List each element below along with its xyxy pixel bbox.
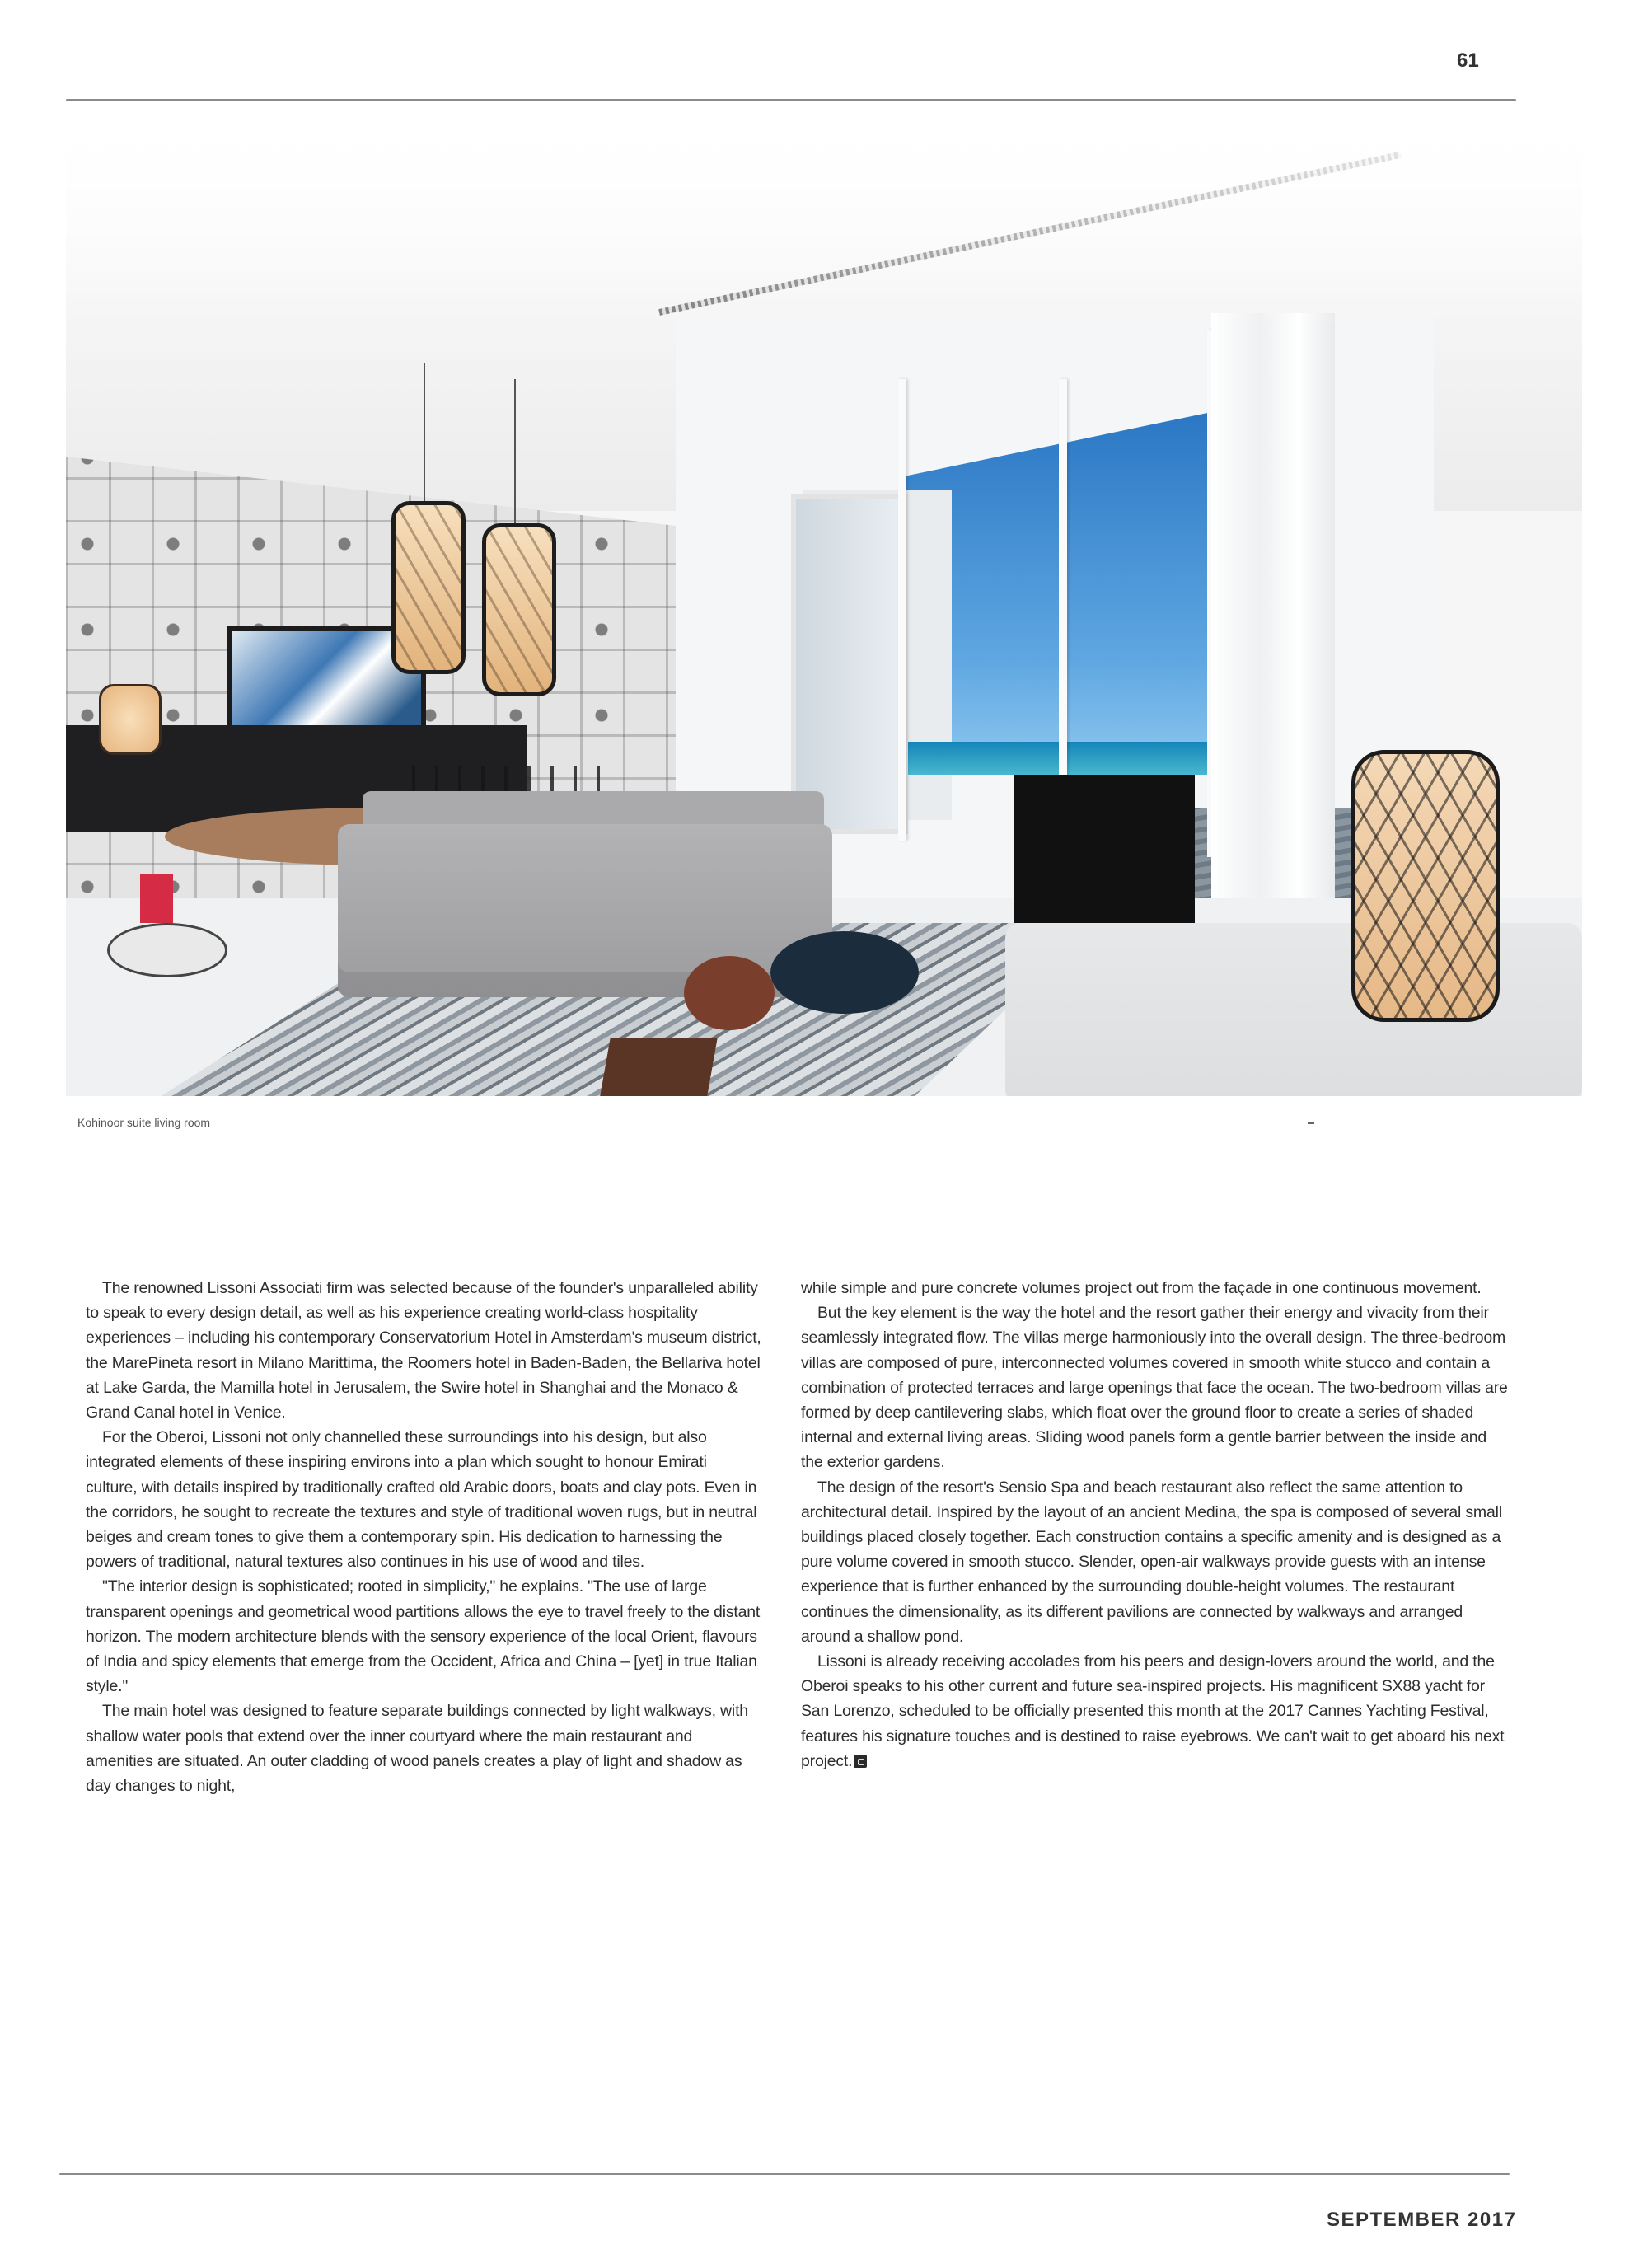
paragraph: But the key element is the way the hotel and the resort gather their energy and vivacity from their seamlessly integrated flow. The villas merge harmoniously into the overall design. The three-bedroom villas are composed of pure, interconnected volumes covered in smooth white stucco and contain a combination of protected terraces and large openings that face the ocean. The two-bedroom villas are formed by deep cantilevering slabs, which float over the ground floor to create a series of shaded internal and external living areas. Sliding wood panels form a gentle barrier between the inside and the exterior gardens. xyxy=(801,1304,1508,1472)
paragraph-text: Lissoni is already receiving accolades from his peers and design-lovers around the world, and the Oberoi speaks to his other current and future sea-inspired projects. His magnificent SX88 yacht for San Lorenzo, scheduled to be officially presented this month at the 2017 Cannes Yachting Festival, features his signature touches and is destined to raise eyebrows. We can't wait to get aboard his next project. xyxy=(801,1652,1505,1770)
paragraph: while simple and pure concrete volumes project out from the façade in one continuous movement. xyxy=(801,1279,1482,1297)
footer-year: 2017 xyxy=(1468,2209,1517,2231)
header-rule xyxy=(66,99,1516,101)
article-column-right xyxy=(801,1276,1510,1774)
paragraph: The main hotel was designed to feature separate buildings connected by light walkways, with shallow water pools that extend over the inner courtyard where the main restaurant and amenities are situated. An outer cladding of wood panels creates a play of light and shadow as day changes to night, xyxy=(86,1702,748,1796)
caption-dash xyxy=(1308,1122,1314,1124)
footer-rule xyxy=(59,2173,1510,2175)
paragraph: For the Oberoi, Lissoni not only channelled these surroundings into his design, but also integrated elements of these inspiring environs into a plan which sought to honour Emirati culture, with details inspired by traditionally crafted old Arabic doors, boats and clay pots. Even in the corridors, he sought to recreate the textures and style of traditional woven rugs, but in neutral beiges and cream tones to give them a contemporary spin. His dedication to harnessing the powers of traditional, natural textures also continues in his use of wood and tiles. xyxy=(86,1428,757,1572)
article-column-left xyxy=(86,1276,761,1798)
footer-month: SEPTEMBER xyxy=(1327,2209,1461,2231)
paragraph: The design of the resort's Sensio Spa and beach restaurant also reflect the same attention to architectural detail. Inspired by the layout of an ancient Medina, the spa is composed of several small buildings placed closely together. Each construction contains a specific amenity and is designed as a pure volume covered in smooth stucco. Slender, open-air walkways provide guests with an intense experience that is further enhanced by the surrounding double-height volumes. The restaurant continues the dimensionality, as its different pavilions are connected by walkways and arranged around a shallow pond. xyxy=(801,1478,1502,1646)
room-photo xyxy=(66,115,1582,1096)
paragraph-last xyxy=(801,1649,1510,1774)
end-of-article-icon xyxy=(854,1755,867,1768)
paragraph: The renowned Lissoni Associati firm was selected because of the founder's unparalleled ability to speak to every design detail, as well as his experience creating world-class hospitality experiences – including his contemporary Conservatorium Hotel in Amsterdam's museum district, the MarePineta resort in Milano Marittima, the Roomers hotel in Baden-Baden, the Bellariva hotel at Lake Garda, the Mamilla hotel in Jerusalem, the Swire hotel in Shanghai and the Monaco & Grand Canal hotel in Venice. xyxy=(86,1279,761,1422)
photo-caption: Kohinoor suite living room xyxy=(77,1116,211,1129)
footer-issue-date xyxy=(1327,2209,1516,2232)
page-number: 61 xyxy=(1457,49,1479,72)
photo-top-fade xyxy=(66,115,1582,1096)
paragraph: "The interior design is sophisticated; rooted in simplicity," he explains. "The use of large transparent openings and geometrical wood partitions allows the eye to travel freely to the distant horizon. The modern architecture blends with the sensory experience of the local Orient, flavours of India and spicy elements that emerge from the Occident, Africa and China – [yet] in true Italian style." xyxy=(86,1577,761,1696)
